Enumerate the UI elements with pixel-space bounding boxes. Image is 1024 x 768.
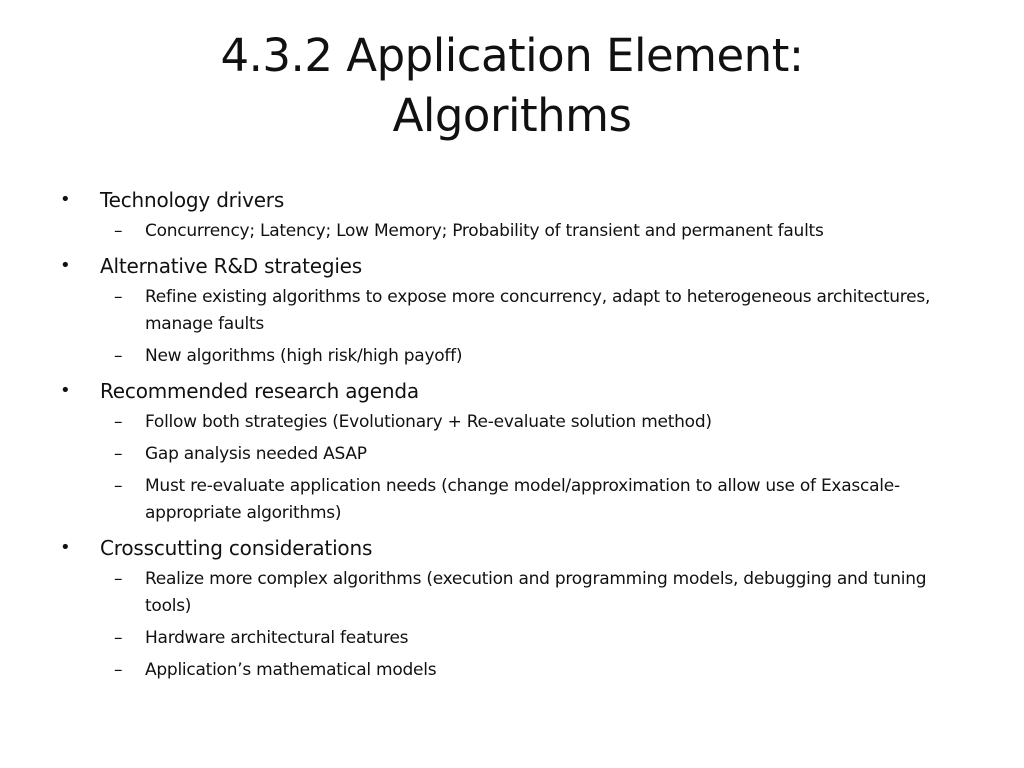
sub-item [100,625,960,652]
dash-icon: – [114,346,123,366]
section-alternative-strategies [60,251,960,370]
bullet-icon: • [60,189,71,210]
section-heading: Technology drivers [100,188,285,212]
sub-item-text: Realize more complex algorithms (execution and programming models, debugging and tuning tools) [145,569,927,616]
sub-item-text: New algorithms (high risk/high payoff) [145,346,463,366]
bullet-icon: • [60,255,71,276]
sub-item [100,566,960,620]
bullet-list [60,185,960,690]
bullet-icon: • [60,380,71,401]
bullet-icon: • [60,537,71,558]
dash-icon: – [114,660,123,680]
dash-icon: – [114,287,123,307]
dash-icon: – [114,628,123,648]
sub-item [100,473,960,527]
sub-item [100,441,960,468]
section-heading: Alternative R&D strategies [100,254,362,278]
sub-item [100,284,960,338]
sub-item-text: Gap analysis needed ASAP [145,444,367,464]
sub-list [100,409,960,527]
sub-item-text: Hardware architectural features [145,628,409,648]
title-line-1: 4.3.2 Application Element: [220,29,804,82]
dash-icon: – [114,412,123,432]
sub-item [100,218,960,245]
sub-item [100,657,960,684]
section-research-agenda [60,376,960,527]
sub-item [100,409,960,436]
sub-list [100,284,960,370]
dash-icon: – [114,221,123,241]
sub-item-text: Refine existing algorithms to expose more concurrency, adapt to heterogeneous architectures, manage faults [145,287,931,334]
slide-title [60,26,964,146]
sub-item [100,343,960,370]
sub-list [100,218,960,245]
section-crosscutting [60,533,960,684]
section-heading: Crosscutting considerations [100,536,373,560]
sub-item-text: Application’s mathematical models [145,660,437,680]
section-heading: Recommended research agenda [100,379,419,403]
sub-item-text: Concurrency; Latency; Low Memory; Probability of transient and permanent faults [145,221,824,241]
dash-icon: – [114,476,123,496]
dash-icon: – [114,569,123,589]
sub-list [100,566,960,684]
sub-item-text: Must re-evaluate application needs (change model/approximation to allow use of Exascale-appropriate algorithms) [145,476,900,523]
dash-icon: – [114,444,123,464]
title-line-2: Algorithms [392,89,632,142]
section-technology-drivers [60,185,960,245]
sub-item-text: Follow both strategies (Evolutionary + Re-evaluate solution method) [145,412,712,432]
